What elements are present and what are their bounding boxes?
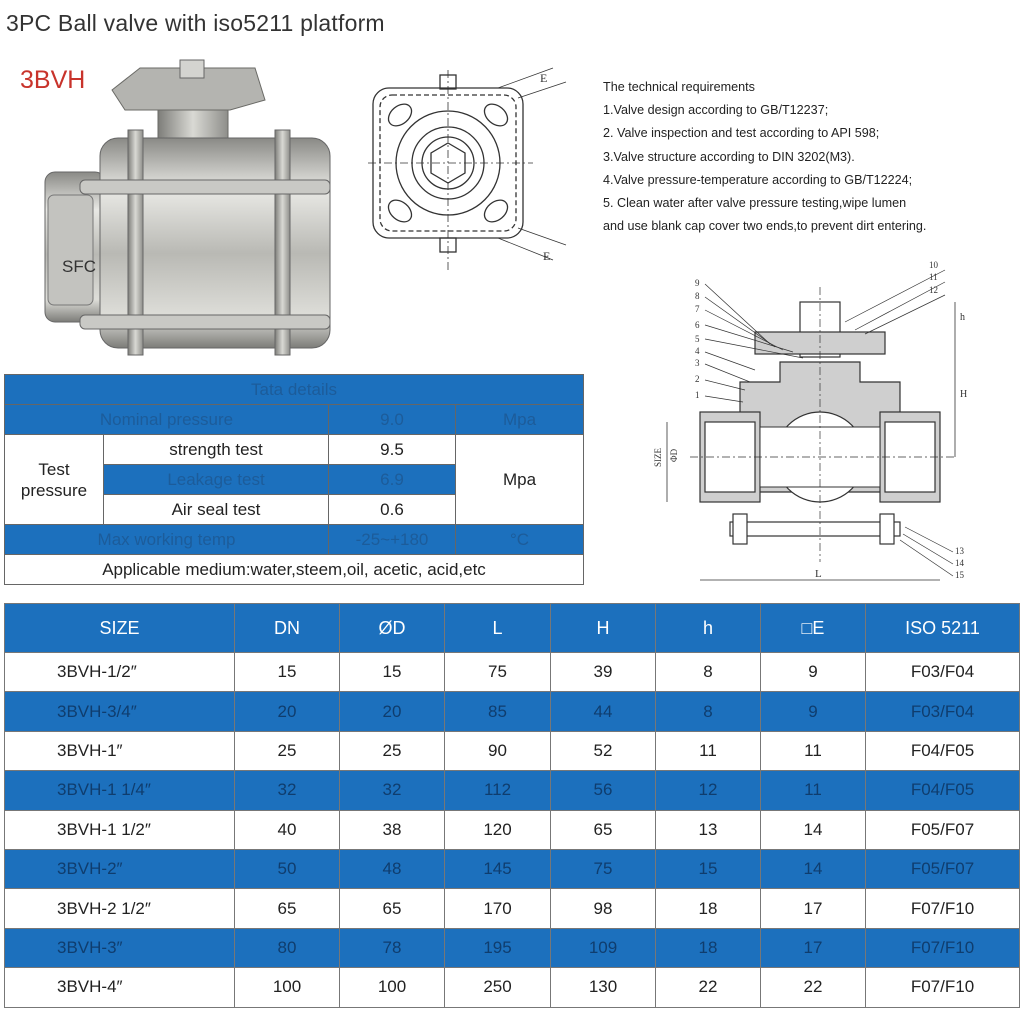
requirement-item: 3.Valve structure according to DIN 3202(M3). — [603, 149, 855, 164]
size-table-header — [5, 604, 1020, 653]
svg-text:4: 4 — [695, 346, 700, 356]
table-cell: 65 — [235, 889, 340, 928]
svg-text:1: 1 — [695, 390, 700, 400]
table-cell: 109 — [551, 928, 656, 967]
max-temp-label: Max working temp — [5, 525, 329, 555]
max-temp-value: -25~+180 — [329, 525, 456, 555]
table-row — [5, 968, 1020, 1007]
table-cell: 11 — [761, 771, 866, 810]
table-cell: 25 — [340, 731, 445, 770]
table-cell: F03/F04 — [866, 653, 1020, 692]
table-cell: F07/F10 — [866, 889, 1020, 928]
table-cell: 18 — [656, 928, 761, 967]
table-cell: 14 — [761, 810, 866, 849]
svg-text:6: 6 — [695, 320, 700, 330]
col-iso: ISO 5211 — [866, 604, 1020, 653]
table-cell: 17 — [761, 928, 866, 967]
table-cell: 11 — [656, 731, 761, 770]
table-cell: 17 — [761, 889, 866, 928]
table-cell: 44 — [551, 692, 656, 731]
svg-text:12: 12 — [929, 285, 938, 295]
table-cell: 9 — [761, 653, 866, 692]
col-dn: DN — [235, 604, 340, 653]
dim-size: SIZE — [653, 448, 663, 467]
table-cell: 100 — [235, 968, 340, 1007]
table-cell: F03/F04 — [866, 692, 1020, 731]
table-cell: 11 — [761, 731, 866, 770]
table-cell: 15 — [340, 653, 445, 692]
svg-text:7: 7 — [695, 304, 700, 314]
table-cell: 65 — [551, 810, 656, 849]
table-cell: 100 — [340, 968, 445, 1007]
svg-text:8: 8 — [695, 291, 700, 301]
table-cell: 56 — [551, 771, 656, 810]
table-cell: F05/F07 — [866, 849, 1020, 888]
svg-text:10: 10 — [929, 260, 938, 270]
table-cell: F04/F05 — [866, 731, 1020, 770]
table-cell: 3BVH-2″ — [5, 849, 235, 888]
table-row — [5, 731, 1020, 770]
table-cell: 75 — [445, 653, 551, 692]
requirement-item: 2. Valve inspection and test according to API 598; — [603, 126, 880, 141]
table-cell: 25 — [235, 731, 340, 770]
table-cell: 32 — [235, 771, 340, 810]
flange-top-view — [368, 70, 583, 275]
table-cell: 98 — [551, 889, 656, 928]
svg-text:9: 9 — [695, 278, 700, 288]
table-cell: 250 — [445, 968, 551, 1007]
table-cell: 3BVH-2 1/2″ — [5, 889, 235, 928]
table-row — [5, 849, 1020, 888]
dim-phid: ΦD — [669, 448, 679, 462]
applicable-medium: Applicable medium:water,steem,oil, acetic, acid,etc — [5, 555, 584, 585]
strength-label: strength test — [104, 435, 329, 465]
table-cell: 112 — [445, 771, 551, 810]
table-cell: 3BVH-1 1/4″ — [5, 771, 235, 810]
table-cell: 75 — [551, 849, 656, 888]
air-seal-label: Air seal test — [104, 495, 329, 525]
table-cell: 130 — [551, 968, 656, 1007]
svg-text:5: 5 — [695, 334, 700, 344]
table-cell: F07/F10 — [866, 968, 1020, 1007]
valve-photo — [40, 60, 360, 365]
valve-section-drawing — [655, 262, 1015, 584]
table-cell: 195 — [445, 928, 551, 967]
svg-text:E: E — [540, 71, 548, 85]
test-pressure-label: Test pressure — [5, 435, 104, 525]
leakage-value: 6.9 — [329, 465, 456, 495]
dim-L: L — [815, 568, 822, 580]
requirement-item: and use blank cap cover two ends,to prevent dirt entering. — [603, 219, 927, 234]
data-details-table — [4, 374, 584, 585]
table-cell: F05/F07 — [866, 810, 1020, 849]
col-phid: ØD — [340, 604, 445, 653]
table-cell: 78 — [340, 928, 445, 967]
sfc-mark: SFC — [62, 257, 96, 276]
table-cell: 20 — [235, 692, 340, 731]
table-cell: 85 — [445, 692, 551, 731]
technical-requirements — [603, 76, 1024, 238]
table-cell: 38 — [340, 810, 445, 849]
table-cell: 145 — [445, 849, 551, 888]
model-name: 3BVH — [20, 66, 86, 94]
table-cell: 48 — [340, 849, 445, 888]
max-temp-unit: °C — [456, 525, 584, 555]
air-seal-value: 0.6 — [329, 495, 456, 525]
col-size: SIZE — [5, 604, 235, 653]
table-cell: 15 — [235, 653, 340, 692]
table-cell: 3BVH-3″ — [5, 928, 235, 967]
requirements-heading: The technical requirements — [603, 80, 755, 94]
table-row — [5, 810, 1020, 849]
size-table — [4, 603, 1020, 1008]
nominal-unit: Mpa — [456, 405, 584, 435]
table-cell: 8 — [656, 653, 761, 692]
table-cell: 90 — [445, 731, 551, 770]
nominal-label: Nominal pressure — [5, 405, 329, 435]
table-cell: 3BVH-1 1/2″ — [5, 810, 235, 849]
table-cell: 9 — [761, 692, 866, 731]
page-title: 3PC Ball valve with iso5211 platform — [6, 10, 385, 36]
svg-text:11: 11 — [929, 272, 938, 282]
table-cell: 40 — [235, 810, 340, 849]
table-cell: 13 — [656, 810, 761, 849]
table-row — [5, 771, 1020, 810]
table-cell: F07/F10 — [866, 928, 1020, 967]
table-cell: 3BVH-4″ — [5, 968, 235, 1007]
strength-value: 9.5 — [329, 435, 456, 465]
table-cell: 120 — [445, 810, 551, 849]
svg-text:14: 14 — [955, 558, 964, 568]
table-cell: 32 — [340, 771, 445, 810]
table-cell: 8 — [656, 692, 761, 731]
table-row — [5, 889, 1020, 928]
dim-H: H — [960, 389, 968, 400]
table-cell: 52 — [551, 731, 656, 770]
test-unit: Mpa — [456, 435, 584, 525]
table-cell: 39 — [551, 653, 656, 692]
svg-text:E: E — [543, 249, 551, 263]
svg-text:2: 2 — [695, 374, 700, 384]
col-small-h: h — [656, 604, 761, 653]
table-row — [5, 653, 1020, 692]
table-cell: 3BVH-1/2″ — [5, 653, 235, 692]
requirement-item: 4.Valve pressure-temperature according to GB/T12224; — [603, 172, 913, 187]
table-cell: 170 — [445, 889, 551, 928]
table-cell: 20 — [340, 692, 445, 731]
table-row — [5, 692, 1020, 731]
col-e: □E — [761, 604, 866, 653]
svg-text:13: 13 — [955, 546, 964, 556]
table-cell: 22 — [761, 968, 866, 1007]
leakage-label: Leakage test — [104, 465, 329, 495]
requirement-item: 5. Clean water after valve pressure testing,wipe lumen — [603, 196, 907, 211]
table-cell: 12 — [656, 771, 761, 810]
col-l: L — [445, 604, 551, 653]
svg-text:15: 15 — [955, 570, 964, 580]
nominal-value: 9.0 — [329, 405, 456, 435]
requirement-item: 1.Valve design according to GB/T12237; — [603, 103, 829, 118]
details-header: Tata details — [5, 375, 584, 405]
table-cell: 22 — [656, 968, 761, 1007]
table-cell: F04/F05 — [866, 771, 1020, 810]
table-cell: 50 — [235, 849, 340, 888]
table-cell: 14 — [761, 849, 866, 888]
table-cell: 18 — [656, 889, 761, 928]
table-cell: 3BVH-1″ — [5, 731, 235, 770]
table-cell: 3BVH-3/4″ — [5, 692, 235, 731]
table-cell: 80 — [235, 928, 340, 967]
svg-text:3: 3 — [695, 358, 700, 368]
table-row — [5, 928, 1020, 967]
col-h: H — [551, 604, 656, 653]
table-cell: 15 — [656, 849, 761, 888]
dim-h: h — [960, 312, 965, 323]
table-cell: 65 — [340, 889, 445, 928]
